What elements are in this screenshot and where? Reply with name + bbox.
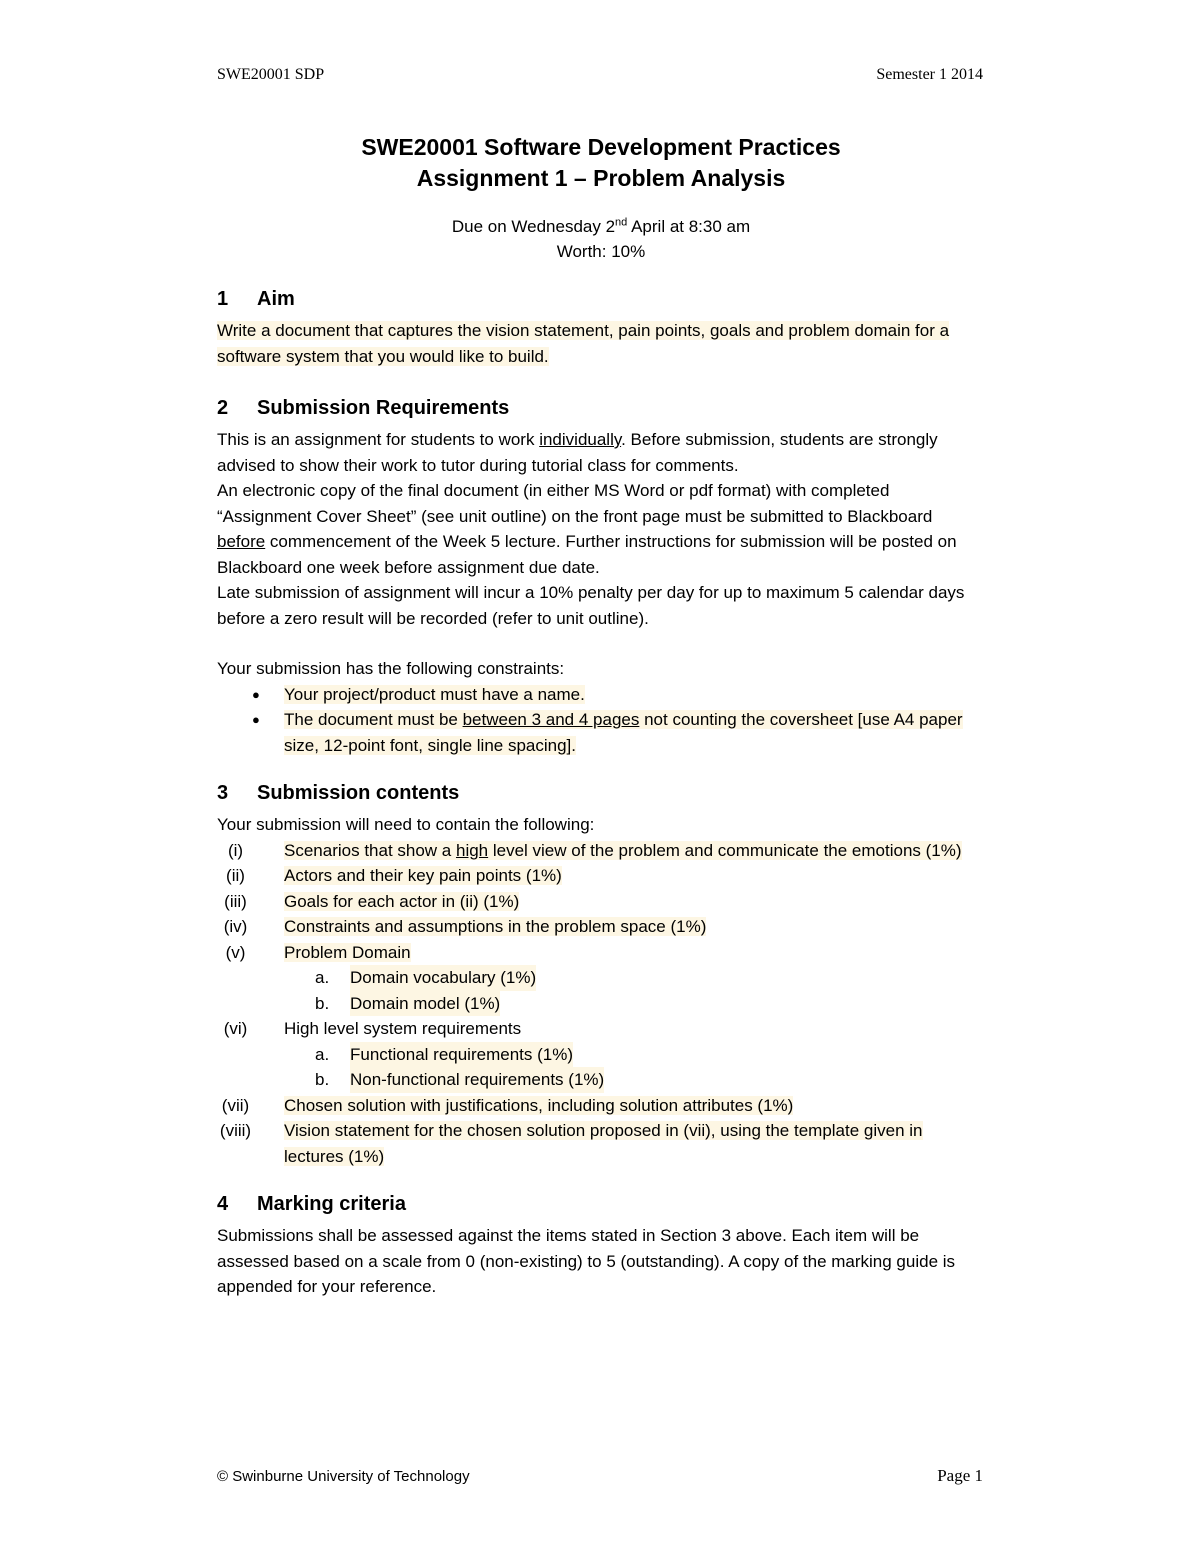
list-item: (viii) Vision statement for the chosen solution proposed in (vii), using the template given in lectures (1%) — [219, 1121, 923, 1166]
aim-text: Write a document that captures the vision statement, pain points, goals and problem domain for a software system that you would like to build. — [217, 321, 950, 366]
submission-para-3: Late submission of assignment will incur a 10% penalty per day for up to maximum 5 calendar days before a zero result will be recorded (refer to unit outline). — [217, 583, 965, 628]
document-body — [217, 132, 985, 1300]
worth: Worth: 10% — [556, 242, 646, 261]
constraints-list — [217, 682, 985, 759]
list-item: a. Domain vocabulary (1%) — [217, 965, 985, 991]
list-item: ● The document must be between 3 and 4 pages not counting the coversheet [use A4 paper size, 12-point font, single line spacing]. — [284, 707, 985, 758]
submission-para-1: This is an assignment for students to work individually. Before submission, students are strongly advised to show their work to tutor during tutorial class for comments. — [217, 430, 938, 475]
section-aim-heading: 1 Aim — [217, 288, 295, 310]
title-line-2: Assignment 1 – Problem Analysis — [416, 165, 786, 191]
constraints-intro: Your submission has the following constraints: — [217, 659, 565, 678]
title-line-1: SWE20001 Software Development Practices — [361, 134, 841, 160]
list-item: (iii) Goals for each actor in (ii) (1%) — [224, 891, 520, 911]
list-item: a. Functional requirements (1%) — [217, 1042, 985, 1068]
list-item: (ii) Actors and their key pain points (1%) — [226, 866, 562, 885]
list-item: b. Non-functional requirements (1%) — [217, 1067, 985, 1093]
list-item: b. Domain model (1%) — [217, 991, 985, 1017]
submission-para-2: An electronic copy of the final document (in either MS Word or pdf format) with completed “Assignment Cover Sheet” (see unit outline) on the front page must be submitted to Blackboard before commencement of the Week 5 lecture. Further instructions for submission will be posted on Blackboard one week before assignment due date. — [217, 481, 957, 577]
section-marking-heading: 4 Marking criteria — [217, 1193, 406, 1215]
due-info — [217, 214, 985, 264]
list-item: (vi) High level system requirements — [223, 1019, 522, 1038]
marking-text: Submissions shall be assessed against the items stated in Section 3 above. Each item will be assessed based on a scale from 0 (non-existing) to 5 (outstanding). A copy of the marking guide is appended for your reference. — [217, 1226, 956, 1296]
list-item: (vii) Chosen solution with justifications, including solution attributes (1%) — [221, 1095, 794, 1115]
header-semester: Semester 1 2014 — [876, 66, 983, 83]
contents-list — [217, 838, 985, 1170]
list-item: ● Your project/product must have a name. — [284, 682, 985, 708]
footer-page-number: Page 1 — [937, 1466, 983, 1485]
section-submission-heading: 2 Submission Requirements — [217, 397, 510, 419]
footer-copyright: © Swinburne University of Technology — [217, 1468, 470, 1485]
section-contents-heading: 3 Submission contents — [217, 782, 460, 804]
contents-intro: Your submission will need to contain the following: — [217, 815, 595, 834]
document-title — [217, 132, 985, 194]
header-unit-code: SWE20001 SDP — [217, 66, 325, 83]
list-item: (i) Scenarios that show a high level view of the problem and communicate the emotions (1%) — [227, 840, 962, 860]
list-item: (iv) Constraints and assumptions in the problem space (1%) — [223, 917, 707, 936]
list-item: (v) Problem Domain — [225, 942, 411, 962]
due-date: Due on Wednesday 2nd April at 8:30 am — [451, 216, 751, 236]
